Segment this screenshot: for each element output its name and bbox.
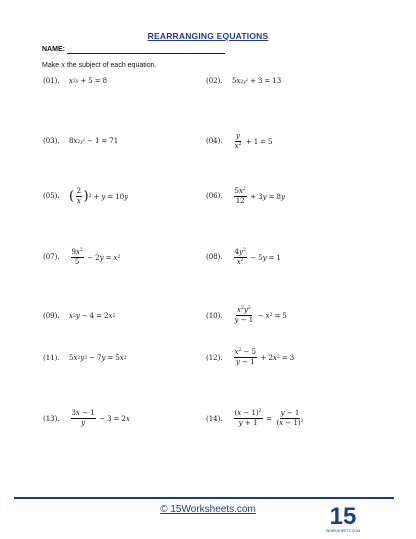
problem-number: (01). xyxy=(43,77,60,85)
equation-05: ( $\frac{2}{x}$ ) 2 + y = 10 y xyxy=(69,187,129,205)
instruction-pre: Make xyxy=(42,62,62,69)
instruction-var: x xyxy=(61,61,66,69)
problem-number: (07). xyxy=(43,253,60,261)
footer-divider xyxy=(14,497,394,499)
name-line[interactable] xyxy=(67,53,225,54)
problem-number: (05). xyxy=(43,192,60,200)
problem-number: (14). xyxy=(206,415,223,423)
logo-icon xyxy=(326,500,360,534)
footer-link[interactable]: © 15Worksheets.com xyxy=(160,504,256,515)
equation-04: $\frac{y}{x^2}$ + 1 = 5 xyxy=(234,132,273,150)
problem-number: (02). xyxy=(206,77,223,85)
instructions xyxy=(42,61,156,69)
page-title: REARRANGING EQUATIONS xyxy=(147,31,269,41)
problem-number: (11). xyxy=(43,354,60,362)
instruction-post: the subject of each equation. xyxy=(65,62,157,69)
problem-number: (06). xyxy=(206,192,223,200)
problem-number: (04). xyxy=(206,137,223,145)
equation-06: $\frac{5x^2}{12}$ + 3 y = 8 y xyxy=(234,187,285,205)
equation-01: x 2y + 5 = 8 xyxy=(69,77,108,85)
equation-11: 5 x 2 y 3 − 7 y = 5 x 2 xyxy=(69,354,127,362)
equation-02: 5 x $2y^2$ + 3 = 13 xyxy=(232,77,282,85)
equation-09: x 2 y − 4 = 2 x 2 xyxy=(69,312,116,320)
problem-number: (09). xyxy=(43,312,60,320)
problem-number: (03). xyxy=(43,137,60,145)
equation-12: $\frac{x^2 - 5}{y - 1}$ + 2 x 2 = 3 xyxy=(234,348,295,366)
equation-10: $\frac{x^2y^2}{y - 1}$ − x 2 = 5 xyxy=(234,306,287,324)
equation-14: $\frac{(x - 1)^2}{y + 1}$ = $\frac{y - 1}{(x - 1)^2}$ xyxy=(234,409,304,427)
logo-number: 15 xyxy=(329,503,357,530)
problem-number: (12). xyxy=(206,354,223,362)
name-label: NAME: xyxy=(42,46,65,53)
problem-number: (08). xyxy=(206,253,223,261)
equation-07: $\frac{9x^2}{5}$ − 2 y = x 2 xyxy=(71,248,121,266)
equation-03: 8 x $2y^2$ − 1 = 71 xyxy=(69,137,119,145)
logo-caption: WORKSHEETS.COM xyxy=(326,529,360,533)
problem-number: (13). xyxy=(43,415,60,423)
equation-13: $\frac{3x - 1}{y}$ − 3 = 2 x xyxy=(71,409,130,427)
equation-08: $\frac{4y^2}{x^2}$ − 5 y = 1 xyxy=(234,248,281,266)
problem-number: (10). xyxy=(206,312,223,320)
